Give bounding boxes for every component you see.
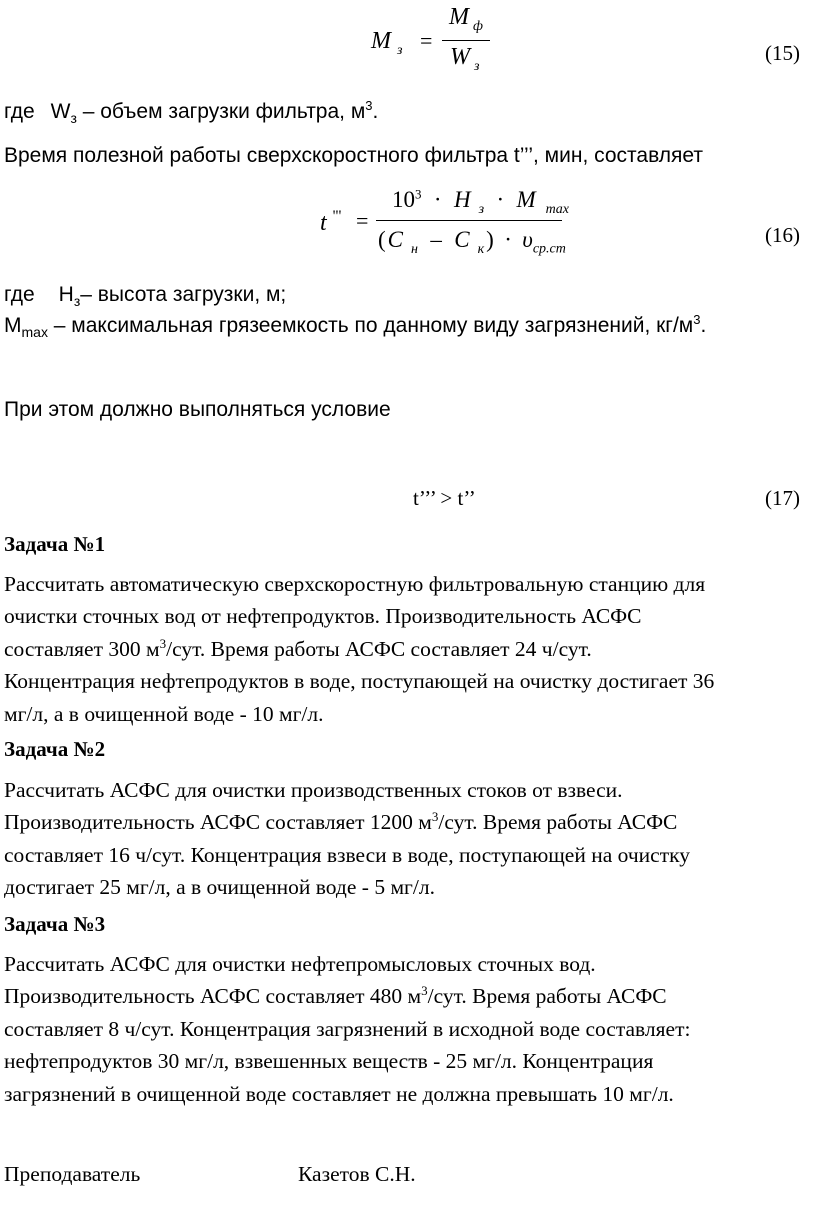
task-1-title: Задача №1 <box>4 532 106 556</box>
definition-symbol: W <box>50 100 71 123</box>
task-3-line2-pre: Производительность АСФС составляет 480 м <box>4 984 422 1009</box>
task-3-line: Рассчитать АСФС для очистки нефтепромысловых сточных вод. <box>4 952 596 976</box>
eq16-intro: Время полезной работы сверхскоростного фильтра t’’’, мин, составляет <box>4 144 703 167</box>
definition-sup: 3 <box>365 98 373 113</box>
eq16-den-c1: C <box>387 227 404 252</box>
signature-role: Преподаватель <box>4 1162 141 1186</box>
task-2-line: составляет 16 ч/сут. Концентрация взвеси в воде, поступающей на очистку <box>4 842 690 867</box>
eq15-denominator: W $_з$ <box>450 44 480 74</box>
eq16-den-v: υ <box>522 227 533 252</box>
task-3-line: нефтепродуктов 30 мг/л, взвешенных веществ - 25 мг/л. Концентрация <box>4 1049 654 1074</box>
eq15-lhs: M $_з$ <box>371 28 403 58</box>
task-1-body <box>4 568 714 730</box>
task-2-body <box>4 774 690 904</box>
task-2-line: Рассчитать АСФС для очистки производственных стоков от взвеси. <box>4 778 623 802</box>
task-2-line: достигает 25 мг/л, а в очищенной воде - 5 мг/л. <box>4 875 435 900</box>
eq16-dot-3: · <box>504 227 512 252</box>
definition-text: – высота загрузки, м; <box>80 283 287 306</box>
definition-symbol: Н <box>58 283 74 306</box>
definition-text: – максимальная грязеемкость по данному виду загрязнений, кг/м <box>47 314 694 337</box>
eq15-number: (15) <box>765 41 800 65</box>
task-2-line2-sup: 3 <box>431 809 439 825</box>
task-3-line: загрязнений в очищенной воде составляет не должна превышать 10 мг/л. <box>4 1081 674 1106</box>
eq15-fraction-line <box>442 40 490 41</box>
eq15-equals: = <box>420 28 433 53</box>
eq16-den-c2: C <box>454 227 470 252</box>
eq16-fraction-line <box>376 220 562 221</box>
task-1-line: мг/л, а в очищенной воде - 10 мг/л. <box>4 701 324 726</box>
definition-symbol-sub: з <box>70 110 77 127</box>
definition-symbol-sub: з <box>73 293 81 310</box>
task-3-line2-post: /сут. Время работы АСФС <box>427 984 667 1009</box>
task-2-title: Задача №2 <box>4 737 106 761</box>
task-1-line3-post: /сут. Время работы АСФС составляет 24 ч/сут. <box>166 636 592 661</box>
eq16-den-v-sub: ср.ст <box>532 241 566 257</box>
task-3-line <box>4 980 690 1012</box>
task-3-line: составляет 8 ч/сут. Концентрация загрязнений в исходной воде составляет: <box>4 1016 691 1041</box>
eq16-den-open: ( <box>378 227 386 252</box>
definition-symbol-sub: max <box>21 324 48 341</box>
eq16-den-minus: – <box>430 227 442 252</box>
task-1-line3-pre: составляет 300 м <box>4 636 160 661</box>
task-2-line <box>4 806 690 838</box>
definition-text: – объем загрузки фильтра, м <box>76 100 366 123</box>
definition-prefix: где <box>4 100 35 123</box>
eq16-num-h-sub: з <box>478 201 485 217</box>
eq15-definition <box>4 98 379 127</box>
definition-symbol: M <box>4 314 22 337</box>
eq16-denominator <box>378 226 566 257</box>
definition-sup: 3 <box>693 312 701 327</box>
eq15-numerator: M $_ф$ <box>449 4 483 34</box>
eq16-den-c2-sub: к <box>477 241 485 257</box>
eq16-definition-height <box>4 283 287 310</box>
task-1-line: Рассчитать автоматическую сверхскоростную фильтровальную станцию для <box>4 572 706 596</box>
eq16-dot-1: · <box>433 187 442 212</box>
eq16-numerator <box>392 186 569 217</box>
eq16-num-m: M <box>516 187 536 212</box>
task-2-line2-post: /сут. Время работы АСФС <box>438 810 678 835</box>
definition-tail: . <box>372 100 379 123</box>
eq16-lhs: t ''' <box>320 208 342 236</box>
task-1-line: Концентрация нефтепродуктов в воде, поступающей на очистку достигает 36 <box>4 669 715 694</box>
eq16-num-h: H <box>453 187 471 212</box>
eq16-definition-mmax <box>4 312 707 341</box>
task-3-line2-sup: 3 <box>421 983 428 999</box>
signature-name: Казетов С.Н. <box>298 1162 416 1186</box>
eq16-equals: = <box>356 208 369 233</box>
task-1-line: очистки сточных вод от нефтепродуктов. Производительность АСФС <box>4 604 642 629</box>
definition-prefix: где <box>4 283 35 306</box>
eq16-dot-2: · <box>496 187 505 212</box>
eq16-den-close: ) <box>486 227 494 252</box>
task-3-title: Задача №3 <box>4 912 106 936</box>
eq16-den-c1-sub: н <box>411 241 418 257</box>
eq17-number: (17) <box>765 486 800 510</box>
eq16-num-m-sub: max <box>545 201 569 217</box>
eq16-num-coef-sup: 3 <box>415 186 422 202</box>
task-1-line3-sup: 3 <box>159 635 167 651</box>
task-3-body <box>4 948 690 1110</box>
eq16-number: (16) <box>765 223 800 247</box>
eq17-expression: t’’’ > t’’ <box>413 486 476 510</box>
task-2-line2-pre: Производительность АСФС составляет 1200 м <box>4 810 432 835</box>
definition-tail: . <box>700 314 707 337</box>
task-1-line <box>4 633 714 665</box>
eq16-num-coef: 10 <box>392 187 415 212</box>
condition-intro: При этом должно выполняться условие <box>4 398 391 421</box>
